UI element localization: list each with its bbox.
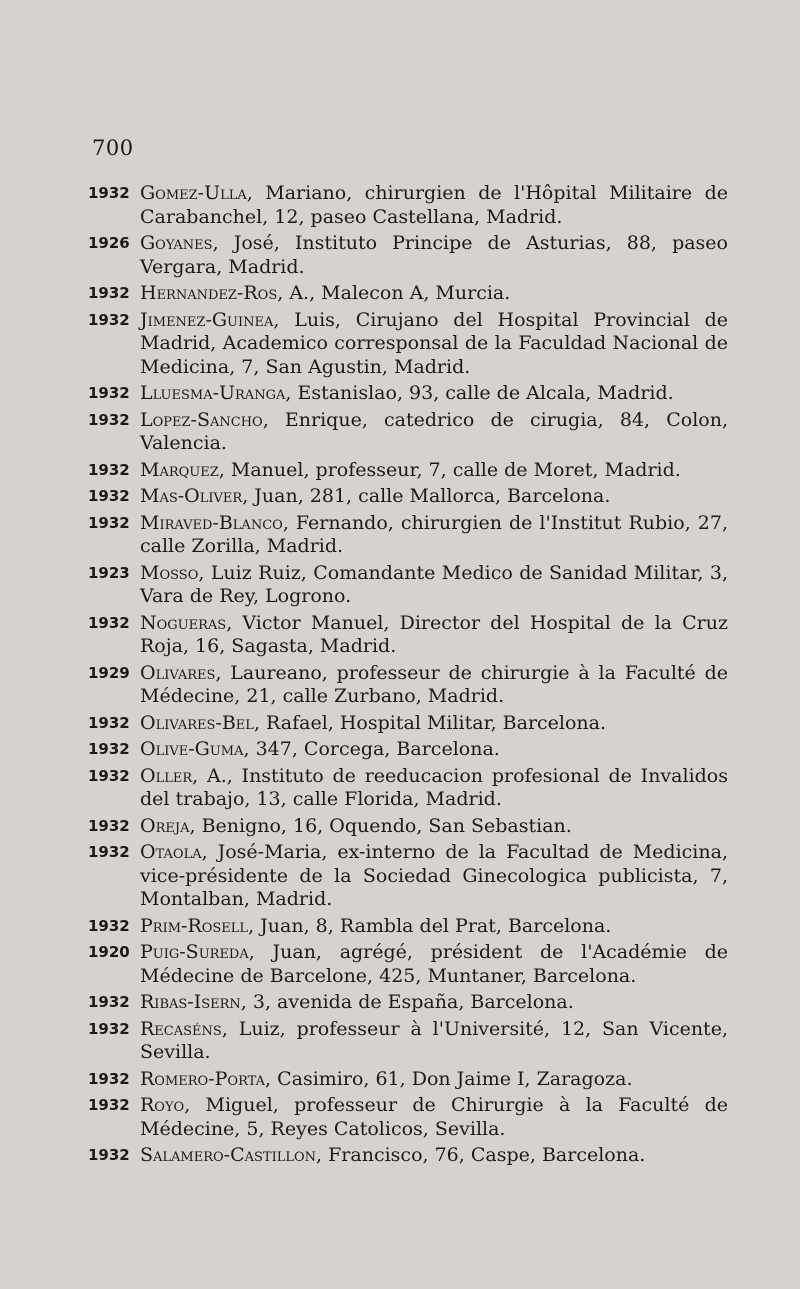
entry-name: Puig-Sureda (140, 941, 249, 963)
entry-details: Juan, 8, Rambla del Prat, Barcelona. (260, 914, 612, 937)
member-entry: 1932 Salamero-Castillon, Francisco, 76, Caspe, Barcelona. (88, 1144, 646, 1166)
entry-year: 1932 (88, 284, 130, 302)
entry-details: Rafael, Hospital Militar, Barcelona. (266, 711, 607, 734)
entry-name: Marquez (140, 458, 219, 481)
member-entry: 1932 Oreja, Benigno, 16, Oquendo, San Sebastian. (88, 814, 572, 837)
member-entry: 1932 Olive-Guma, 347, Corcega, Barcelona. (88, 738, 500, 760)
entry-year: 1932 (88, 460, 130, 479)
member-entry: 1932 Royo, Miguel, professeur de Chirurgie à la Faculté de Médecine, 5, Reyes Catolicos, Sevilla. (88, 1094, 728, 1140)
entry-year: 1932 (88, 1069, 130, 1088)
entry-year: 1926 (88, 234, 130, 252)
entry-details: Manuel, professeur, 7, calle de Moret, Madrid. (230, 458, 681, 481)
entry-name: Oller (140, 764, 193, 787)
entry-year: 1932 (88, 410, 130, 429)
member-entry: 1932 Olivares-Bel, Rafael, Hospital Militar, Barcelona. (88, 711, 607, 734)
entry-year: 1932 (88, 184, 130, 202)
entry-year: 1929 (88, 663, 130, 682)
entry-details: Luiz Ruiz, Comandante Medico de Sanidad Militar, 3, Vara de Rey, Logrono. (140, 561, 728, 607)
entry-year: 1932 (88, 513, 130, 532)
entry-details: Estanislao, 93, calle de Alcala, Madrid. (297, 382, 674, 404)
member-entry: 1932 Mas-Oliver, Juan, 281, calle Mallorca, Barcelona. (88, 485, 611, 507)
member-entry: 1932 Gomez-Ulla, Mariano, chirurgien de l'Hôpital Militaire de Carabanchel, 12, paseo Castellana, Madrid. (88, 182, 728, 228)
member-entry: 1929 Olivares, Laureano, professeur de chirurgie à la Faculté de Médecine, 21, calle Zurbano, Madrid. (88, 661, 728, 707)
member-entry: 1932 Recaséns, Luiz, professeur à l'Université, 12, San Vicente, Sevilla. (88, 1017, 728, 1063)
entry-details: Fernando, chirurgien de l'Institut Rubio, 27, calle Zorilla, Madrid. (140, 511, 728, 557)
member-entry: 1932 Lluesma-Uranga, Estanislao, 93, calle de Alcala, Madrid. (88, 382, 674, 404)
entry-details: Enrique, catedrico de cirugia, 84, Colon, Valencia. (140, 408, 728, 454)
entry-name: Lluesma-Uranga (140, 382, 286, 404)
entry-name: Prim-Rosell (140, 914, 249, 937)
entry-details: Miguel, professeur de Chirurgie à la Faculté de Médecine, 5, Reyes Catolicos, Sevilla. (140, 1094, 728, 1140)
entry-name: Gomez-Ulla (140, 182, 247, 204)
member-entry: 1923 Mosso, Luiz Ruiz, Comandante Medico de Sanidad Militar, 3, Vara de Rey, Logrono. (88, 561, 728, 607)
entry-name: Lopez-Sancho (140, 408, 263, 431)
entry-year: 1932 (88, 1019, 130, 1038)
entry-name: Goyanes (140, 232, 213, 254)
entry-name: Salamero-Castillon (140, 1144, 317, 1166)
entry-name: Nogueras (140, 611, 227, 634)
entry-details: José-Maria, ex-interno de la Facultad de Medicina, vice-présidente de la Sociedad Ginecologica publicista, 7, Montalban, Madrid. (140, 841, 728, 910)
entry-year: 1932 (88, 310, 130, 329)
member-entry: 1932 Oller, A., Instituto de reeducacion profesional de Invalidos del trabajo, 13, calle Florida, Madrid. (88, 764, 728, 810)
entry-year: 1932 (88, 766, 130, 785)
entry-details: José, Instituto Principe de Asturias, 88, paseo Vergara, Madrid. (140, 232, 728, 278)
entry-name: Miraved-Blanco (140, 511, 283, 534)
entry-year: 1932 (88, 1096, 130, 1114)
entry-details: Juan, 281, calle Mallorca, Barcelona. (254, 485, 611, 507)
member-entry: 1932 Miraved-Blanco, Fernando, chirurgien de l'Institut Rubio, 27, calle Zorilla, Madrid. (88, 511, 728, 557)
entry-name: Olivares (140, 661, 216, 684)
entry-details: Victor Manuel, Director del Hospital de la Cruz Roja, 16, Sagasta, Madrid. (140, 611, 728, 657)
entry-year: 1932 (88, 740, 130, 758)
entry-year: 1932 (88, 993, 130, 1011)
entry-details: 3, avenida de España, Barcelona. (252, 991, 574, 1013)
entry-details: Laureano, professeur de chirurgie à la Faculté de Médecine, 21, calle Zurbano, Madrid. (140, 661, 728, 707)
entry-year: 1932 (88, 916, 130, 935)
entry-name: Jimenez-Guinea (140, 308, 274, 331)
member-entry: 1932 Lopez-Sancho, Enrique, catedrico de cirugia, 84, Colon, Valencia. (88, 408, 728, 454)
entry-details: Luiz, professeur à l'Université, 12, San Vicente, Sevilla. (140, 1017, 728, 1063)
entry-year: 1932 (88, 843, 130, 861)
entry-year: 1932 (88, 816, 130, 835)
entry-year: 1932 (88, 487, 130, 505)
entry-details: A., Instituto de reeducacion profesional de Invalidos del trabajo, 13, calle Florida, Madrid. (140, 764, 728, 810)
entry-details: Benigno, 16, Oquendo, San Sebastian. (201, 814, 572, 837)
entry-details: Casimiro, 61, Don Jaime I, Zaragoza. (277, 1067, 633, 1090)
entry-name: Olivares-Bel (140, 711, 254, 734)
member-entry: 1932 Marquez, Manuel, professeur, 7, calle de Moret, Madrid. (88, 458, 681, 481)
member-entry: 1932 Hernandez-Ros, A., Malecon A, Murcia. (88, 282, 511, 304)
entry-details: Mariano, chirurgien de l'Hôpital Militaire de Carabanchel, 12, paseo Castellana, Madrid. (140, 182, 728, 228)
entry-details: Juan, agrégé, président de l'Académie de Médecine de Barcelone, 425, Muntaner, Barcelona. (140, 941, 728, 987)
entry-year: 1932 (88, 713, 130, 732)
member-entry: 1920 Puig-Sureda, Juan, agrégé, président de l'Académie de Médecine de Barcelone, 425, Muntaner, Barcelona. (88, 941, 728, 987)
entry-name: Olive-Guma (140, 738, 244, 760)
member-entry: 1932 Nogueras, Victor Manuel, Director del Hospital de la Cruz Roja, 16, Sagasta, Madrid. (88, 611, 728, 657)
entry-name: Mas-Oliver (140, 485, 243, 507)
page-number: 700 (92, 136, 134, 160)
entry-details: 347, Corcega, Barcelona. (255, 738, 500, 760)
member-entry: 1932 Romero-Porta, Casimiro, 61, Don Jaime I, Zaragoza. (88, 1067, 633, 1090)
entry-name: Royo (140, 1094, 185, 1116)
entry-details: Francisco, 76, Caspe, Barcelona. (328, 1144, 646, 1166)
member-entry: 1932 Jimenez-Guinea, Luis, Cirujano del Hospital Provincial de Madrid, Academico corresponsal de la Faculdad Nacional de Medicina, 7, San Agustin, Madrid. (88, 308, 728, 378)
entry-name: Ribas-Isern (140, 991, 241, 1013)
entry-year: 1932 (88, 1146, 130, 1164)
entry-name: Hernandez-Ros (140, 282, 278, 304)
entry-name: Recaséns (140, 1017, 222, 1040)
entry-year: 1932 (88, 613, 130, 632)
member-entry: 1932 Prim-Rosell, Juan, 8, Rambla del Prat, Barcelona. (88, 914, 612, 937)
entry-name: Romero-Porta (140, 1067, 265, 1090)
entry-name: Otaola (140, 841, 202, 863)
member-entry: 1932 Ribas-Isern, 3, avenida de España, Barcelona. (88, 991, 574, 1013)
entry-year: 1932 (88, 384, 130, 402)
entry-name: Mosso (140, 561, 199, 584)
entry-year: 1923 (88, 563, 130, 582)
entry-details: A., Malecon A, Murcia. (289, 282, 511, 304)
member-entry: 1932 Otaola, José-Maria, ex-interno de la Facultad de Medicina, vice-présidente de la Sociedad Ginecologica publicista, 7, Montalban, Madrid. (88, 841, 728, 910)
member-entry: 1926 Goyanes, José, Instituto Principe de Asturias, 88, paseo Vergara, Madrid. (88, 232, 728, 278)
entry-year: 1920 (88, 943, 130, 961)
entry-name: Oreja (140, 814, 190, 837)
member-list (88, 182, 728, 1171)
entry-details: Luis, Cirujano del Hospital Provincial de Madrid, Academico corresponsal de la Faculdad Nacional de Medicina, 7, San Agustin, Madrid. (140, 308, 728, 378)
